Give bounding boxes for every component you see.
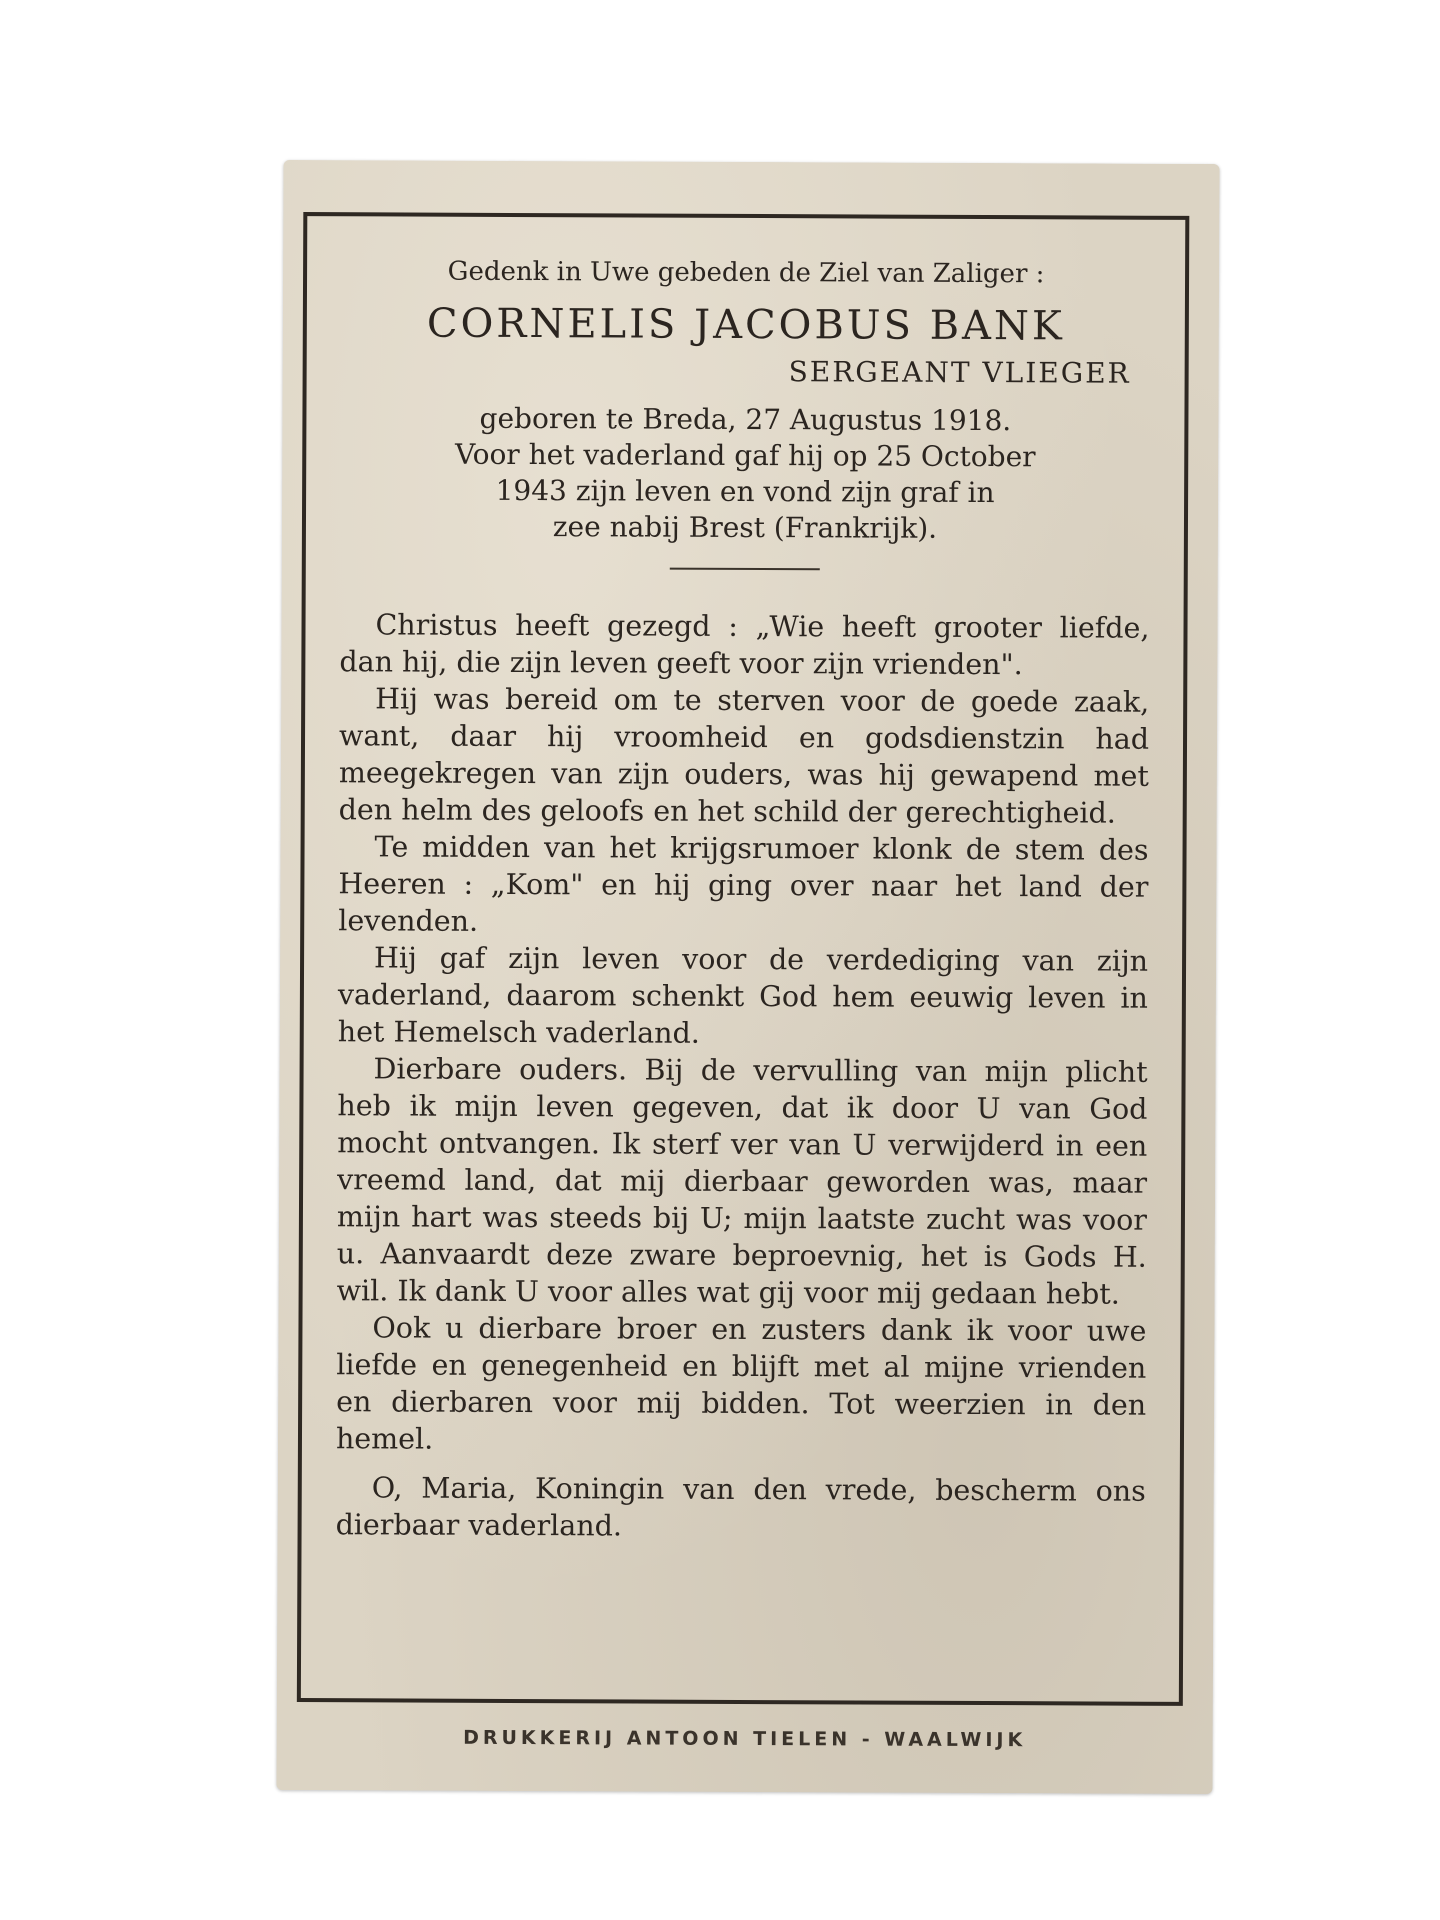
paragraph-siblings: Ook u dierbare broer en zusters dank ik voor uwe liefde en genegenheid en blijft met al mijne vrienden en dierbaren voor mij bidden. Tot weerzien in den hemel. <box>335 1311 1147 1456</box>
paragraph-dear-parents: Dierbare ouders. Bij de vervulling van mijn plicht heb ik mijn leven gegeven, dat ik door U van God mocht ontvangen. Ik sterf ver van U verwijderd in een vreemd land, dat mij dierbaar geworden was, maar mijn hart was steeds bij U; mijn laatste zucht was voor u. Aanvaardt deze zware beproevnig, het is Gods H. wil. Ik dank U voor alles wat gij voor mij gedaan hebt. <box>336 1052 1148 1311</box>
deceased-rank: SERGEANT VLIEGER <box>788 355 1131 390</box>
details-line: 1943 zijn leven en vond zijn graf in <box>495 473 995 510</box>
memorial-card <box>276 160 1219 1794</box>
card-header-line: Gedenk in Uwe gebeden de Ziel van Zaliger : <box>447 256 1045 290</box>
printer-credit: DRUKKERIJ ANTOON TIELEN - WAALWIJK <box>463 1726 1027 1752</box>
paragraph-ready-to-die: Hij was bereid om te sterven voor de goede zaak, want, daar hij vroomheid en godsdienstzin had meegekregen van zijn ouders, was hij gewapend met den helm des geloofs en het schild der gerechtigheid. <box>338 682 1150 830</box>
details-line: Voor het vaderland gaf hij op 25 October <box>454 437 1036 474</box>
section-divider <box>670 568 820 571</box>
deceased-name: CORNELIS JACOBUS BANK <box>426 300 1065 350</box>
birth-death-details <box>340 400 1151 548</box>
paragraph-defense: Hij gaf zijn leven voor de verdediging van zijn vaderland, daarom schenkt God hem eeuwig leven in het Hemelsch vaderland. <box>337 941 1149 1050</box>
paragraph-war-rumour: Te midden van het krijgsrumoer klonk de stem des Heeren : „Kom" en hij ging over naar het land der levenden. <box>338 830 1149 938</box>
details-line: geboren te Breda, 27 Augustus 1918. <box>479 401 1012 438</box>
card-border-frame <box>297 212 1189 1706</box>
card-text-area <box>311 228 1175 1690</box>
details-line: zee nabij Brest (Frankrijk). <box>552 510 938 545</box>
closing-prayer: O, Maria, Koningin van den vrede, bescherm ons dierbaar vaderland. <box>335 1471 1146 1543</box>
paragraph-christ-quote: Christus heeft gezegd : „Wie heeft grooter liefde, dan hij, die zijn leven geeft voor zijn vrienden". <box>339 608 1150 682</box>
